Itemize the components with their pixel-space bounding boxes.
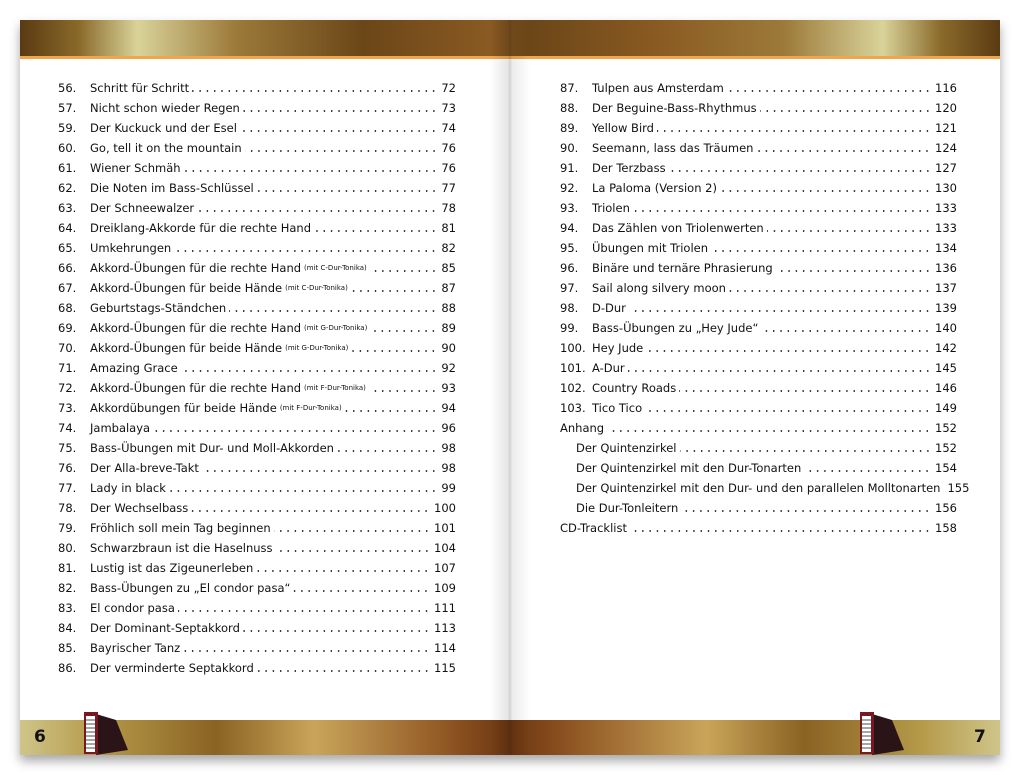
- entry-title: Der Quintenzirkel mit den Dur- und den parallelen Molltonarten: [576, 481, 941, 495]
- toc-entry: [560, 398, 957, 418]
- toc-entry: [58, 518, 456, 538]
- entry-number: 74.: [58, 421, 77, 435]
- dot-leader: [669, 170, 931, 172]
- entry-page: 152: [935, 441, 957, 455]
- entry-title: Bayrischer Tanz: [90, 641, 181, 655]
- book-spread: [20, 20, 1000, 755]
- entry-page: 90: [441, 341, 456, 355]
- entry-title: Akkord-Übungen für die rechte Hand: [90, 261, 302, 275]
- dot-leader: [181, 370, 438, 372]
- page-number-right: 7: [974, 727, 986, 747]
- dot-leader: [711, 250, 931, 252]
- toc-entry: [560, 478, 970, 498]
- entry-title: Übungen mit Triolen: [592, 241, 709, 255]
- entry-number: 67.: [58, 281, 77, 295]
- entry-page: 140: [935, 321, 957, 335]
- entry-page: 87: [441, 281, 456, 295]
- entry-number: 80.: [58, 541, 77, 555]
- entry-page: 74: [441, 121, 456, 135]
- entry-number: 84.: [58, 621, 77, 635]
- entry-number: 92.: [560, 181, 579, 195]
- dot-leader: [184, 170, 438, 172]
- toc-right: [560, 78, 970, 538]
- dot-leader: [607, 430, 931, 432]
- entry-title: Lady in black: [90, 481, 166, 495]
- entry-title: CD-Tracklist: [560, 521, 627, 535]
- entry-number: 76.: [58, 461, 77, 475]
- entry-number: 62.: [58, 181, 77, 195]
- entry-title: Der Alla-breve-Takt: [90, 461, 199, 475]
- entry-title: Der Wechselbass: [90, 501, 189, 515]
- entry-page: 137: [935, 281, 957, 295]
- entry-page: 115: [434, 661, 456, 675]
- toc-entry: [560, 198, 957, 218]
- toc-entry: [560, 378, 957, 398]
- dot-leader: [760, 110, 931, 112]
- dot-leader: [174, 250, 437, 252]
- entry-page: 76: [441, 161, 456, 175]
- entry-number: 60.: [58, 141, 77, 155]
- entry-page: 78: [441, 201, 456, 215]
- entry-page: 76: [441, 141, 456, 155]
- dot-leader: [679, 390, 931, 392]
- entry-number: 63.: [58, 201, 77, 215]
- toc-entry: [560, 458, 957, 478]
- entry-title: Tulpen aus Amsterdam: [592, 81, 724, 95]
- dot-leader: [202, 470, 437, 472]
- entry-number: 61.: [58, 161, 77, 175]
- dot-leader: [629, 310, 931, 312]
- dot-leader: [681, 510, 931, 512]
- entry-page: 96: [441, 421, 456, 435]
- entry-title: Akkord-Übungen für die rechte Hand: [90, 381, 302, 395]
- entry-page: 155: [947, 481, 970, 495]
- entry-title: Dreiklang-Akkorde für die rechte Hand: [90, 221, 311, 235]
- entry-title: Die Dur-Tonleitern: [576, 501, 679, 515]
- toc-entry: [58, 118, 456, 138]
- entry-number: 59.: [58, 121, 77, 135]
- toc-entry: [58, 398, 456, 418]
- entry-title: Umkehrungen: [90, 241, 172, 255]
- entry-page: 136: [935, 261, 957, 275]
- toc-entry: [58, 538, 456, 558]
- entry-page: 127: [935, 161, 957, 175]
- toc-entry: [560, 438, 957, 458]
- toc-entry: [58, 138, 456, 158]
- dot-leader: [178, 610, 430, 612]
- dot-leader: [680, 450, 932, 452]
- entry-page: 107: [434, 561, 456, 575]
- entry-title: Der Schneewalzer: [90, 201, 195, 215]
- entry-page: 149: [935, 401, 957, 415]
- entry-page: 158: [935, 521, 957, 535]
- entry-number: 101.: [560, 361, 586, 375]
- entry-number: 88.: [560, 101, 579, 115]
- entry-title: La Paloma (Version 2): [592, 181, 717, 195]
- entry-page: 100: [434, 501, 456, 515]
- entry-page: 73: [441, 101, 456, 115]
- entry-title: A-Dur: [592, 361, 625, 375]
- entry-note: (mit C-Dur-Tonika): [285, 284, 348, 292]
- dot-leader: [169, 490, 437, 492]
- dot-leader: [657, 130, 931, 132]
- dot-leader: [351, 350, 437, 352]
- toc-entry: [58, 378, 456, 398]
- entry-title: Nicht schon wieder Regen: [90, 101, 240, 115]
- entry-page: 152: [935, 421, 957, 435]
- toc-entry: [58, 258, 456, 278]
- entry-page: 130: [935, 181, 957, 195]
- dot-leader: [192, 90, 437, 92]
- entry-number: 83.: [58, 601, 77, 615]
- toc-entry: [560, 518, 957, 538]
- entry-title: Der Beguine-Bass-Rhythmus: [592, 101, 757, 115]
- dot-leader: [314, 230, 437, 232]
- entry-number: 86.: [58, 661, 77, 675]
- dot-leader: [351, 290, 438, 292]
- toc-entry: [58, 418, 456, 438]
- entry-title: Der verminderte Septakkord: [90, 661, 254, 675]
- entry-number: 70.: [58, 341, 77, 355]
- entry-title: Wiener Schmäh: [90, 161, 181, 175]
- entry-page: 121: [935, 121, 957, 135]
- toc-entry: [58, 218, 456, 238]
- entry-number: 82.: [58, 581, 77, 595]
- toc-entry: [560, 98, 957, 118]
- entry-note: (mit C-Dur-Tonika): [304, 264, 367, 272]
- toc-entry: [560, 118, 957, 138]
- toc-entry: [560, 138, 957, 158]
- entry-page: 139: [935, 301, 957, 315]
- toc-entry: [58, 358, 456, 378]
- entry-title: Akkord-Übungen für die rechte Hand: [90, 321, 302, 335]
- toc-entry: [58, 578, 456, 598]
- entry-page: 101: [434, 521, 456, 535]
- entry-number: 87.: [560, 81, 579, 95]
- entry-page: 98: [441, 461, 456, 475]
- dot-leader: [633, 210, 931, 212]
- entry-page: 104: [434, 541, 456, 555]
- entry-title: Bass-Übungen zu „Hey Jude“: [592, 321, 759, 335]
- entry-title: Sail along silvery moon: [592, 281, 726, 295]
- toc-entry: [58, 278, 456, 298]
- entry-title: El condor pasa: [90, 601, 175, 615]
- toc-entry: [560, 218, 957, 238]
- entry-number: 73.: [58, 401, 77, 415]
- entry-title: Der Quintenzirkel: [576, 441, 677, 455]
- entry-page: 82: [441, 241, 456, 255]
- entry-title: Country Roads: [592, 381, 677, 395]
- toc-entry: [560, 298, 957, 318]
- dot-leader: [369, 390, 437, 392]
- entry-number: 56.: [58, 81, 77, 95]
- entry-title: Der Quintenzirkel mit den Dur-Tonarten: [576, 461, 802, 475]
- dot-leader: [645, 410, 931, 412]
- entry-number: 85.: [58, 641, 77, 655]
- dot-leader: [776, 270, 931, 272]
- dot-leader: [628, 370, 931, 372]
- entry-page: 111: [434, 601, 456, 615]
- entry-title: Der Dominant-Septakkord: [90, 621, 240, 635]
- dot-leader: [345, 410, 438, 412]
- dot-leader: [630, 530, 931, 532]
- toc-entry: [58, 178, 456, 198]
- entry-number: 69.: [58, 321, 77, 335]
- entry-page: 88: [441, 301, 456, 315]
- entry-number: 78.: [58, 501, 77, 515]
- toc-entry: [560, 78, 957, 98]
- entry-title: Schritt für Schritt: [90, 81, 190, 95]
- dot-leader: [729, 290, 931, 292]
- entry-page: 146: [935, 381, 957, 395]
- entry-page: 133: [935, 221, 957, 235]
- entry-number: 97.: [560, 281, 579, 295]
- dot-leader: [245, 150, 438, 152]
- entry-number: 96.: [560, 261, 579, 275]
- toc-entry: [58, 458, 456, 478]
- toc-entry: [58, 318, 456, 338]
- dot-leader: [257, 190, 438, 192]
- entry-title: Jambalaya: [90, 421, 151, 435]
- entry-note: (mit F-Dur-Tonika): [279, 404, 342, 412]
- dot-leader: [720, 190, 931, 192]
- page-number-left: 6: [34, 727, 46, 747]
- entry-number: 68.: [58, 301, 77, 315]
- entry-title: Das Zählen von Triolenwerten: [592, 221, 764, 235]
- toc-entry: [58, 438, 456, 458]
- dot-leader: [756, 150, 931, 152]
- entry-title: Fröhlich soll mein Tag beginnen: [90, 521, 271, 535]
- dot-leader: [767, 230, 931, 232]
- entry-note: (mit G-Dur-Tonika): [285, 344, 349, 352]
- dot-leader: [256, 570, 430, 572]
- dot-leader: [257, 670, 430, 672]
- entry-title: Amazing Grace: [90, 361, 178, 375]
- dot-leader: [646, 350, 931, 352]
- entry-number: 77.: [58, 481, 77, 495]
- book-gutter: [490, 20, 530, 755]
- entry-title: Schwarzbraun ist die Haselnuss: [90, 541, 273, 555]
- entry-number: 79.: [58, 521, 77, 535]
- entry-page: 72: [441, 81, 456, 95]
- toc-entry: [58, 338, 456, 358]
- toc-entry: [560, 418, 957, 438]
- toc-entry: [58, 78, 456, 98]
- entry-page: 156: [935, 501, 957, 515]
- dot-leader: [191, 510, 430, 512]
- entry-title: Bass-Übungen mit Dur- und Moll-Akkorden: [90, 441, 334, 455]
- dot-leader: [197, 210, 437, 212]
- entry-number: 64.: [58, 221, 77, 235]
- entry-page: 99: [441, 481, 456, 495]
- entry-number: 90.: [560, 141, 579, 155]
- dot-leader: [243, 110, 438, 112]
- dot-leader: [229, 310, 437, 312]
- entry-note: (mit G-Dur-Tonika): [304, 324, 368, 332]
- toc-entry: [58, 238, 456, 258]
- entry-number: 71.: [58, 361, 77, 375]
- entry-title: Der Terzbass: [592, 161, 666, 175]
- entry-title: Go, tell it on the mountain: [90, 141, 242, 155]
- entry-title: Bass-Übungen zu „El condor pasa“: [90, 581, 291, 595]
- entry-page: 85: [441, 261, 456, 275]
- entry-title: Triolen: [592, 201, 630, 215]
- entry-title: Hey Jude: [592, 341, 644, 355]
- entry-note: (mit F-Dur-Tonika): [304, 384, 366, 392]
- dot-leader: [153, 430, 437, 432]
- accordion-icon: [858, 710, 906, 755]
- entry-page: 92: [441, 361, 456, 375]
- dot-leader: [761, 330, 931, 332]
- entry-page: 134: [935, 241, 957, 255]
- toc-entry: [58, 598, 456, 618]
- entry-page: 142: [935, 341, 957, 355]
- toc-entry: [560, 358, 957, 378]
- dot-leader: [243, 630, 430, 632]
- entry-number: 98.: [560, 301, 579, 315]
- entry-number: 102.: [560, 381, 586, 395]
- entry-number: 91.: [560, 161, 579, 175]
- entry-page: 98: [441, 441, 456, 455]
- entry-title: Der Kuckuck und der Esel: [90, 121, 237, 135]
- entry-title: Akkord-Übungen für beide Hände: [90, 341, 283, 355]
- toc-entry: [58, 558, 456, 578]
- toc-entry: [560, 158, 957, 178]
- toc-entry: [58, 98, 456, 118]
- toc-entry: [560, 278, 957, 298]
- entry-page: 77: [441, 181, 456, 195]
- entry-number: 99.: [560, 321, 579, 335]
- toc-entry: [58, 498, 456, 518]
- dot-leader: [274, 530, 430, 532]
- dot-leader: [727, 90, 931, 92]
- entry-page: 81: [441, 221, 456, 235]
- toc-entry: [560, 258, 957, 278]
- entry-page: 124: [935, 141, 957, 155]
- dot-leader: [804, 470, 931, 472]
- toc-entry: [560, 498, 957, 518]
- accordion-icon: [82, 710, 130, 755]
- entry-number: 89.: [560, 121, 579, 135]
- entry-page: 154: [935, 461, 957, 475]
- entry-number: 94.: [560, 221, 579, 235]
- entry-page: 145: [935, 361, 957, 375]
- toc-entry: [560, 238, 957, 258]
- toc-entry: [58, 158, 456, 178]
- toc-entry: [58, 298, 456, 318]
- toc-entry: [58, 198, 456, 218]
- entry-number: 65.: [58, 241, 77, 255]
- entry-title: Yellow Bird: [592, 121, 654, 135]
- entry-title: D-Dur: [592, 301, 626, 315]
- toc-entry: [560, 318, 957, 338]
- entry-title: Binäre und ternäre Phrasierung: [592, 261, 773, 275]
- dot-leader: [276, 550, 431, 552]
- dot-leader: [370, 270, 438, 272]
- entry-number: 66.: [58, 261, 77, 275]
- entry-number: 93.: [560, 201, 579, 215]
- entry-title: Geburtstags-Ständchen: [90, 301, 227, 315]
- entry-number: 81.: [58, 561, 77, 575]
- entry-title: Seemann, lass das Träumen: [592, 141, 754, 155]
- entry-page: 120: [935, 101, 957, 115]
- entry-page: 94: [441, 401, 456, 415]
- entry-number: 57.: [58, 101, 77, 115]
- toc-entry: [58, 638, 456, 658]
- entry-page: 89: [441, 321, 456, 335]
- entry-title: Die Noten im Bass-Schlüssel: [90, 181, 254, 195]
- entry-page: 109: [434, 581, 456, 595]
- dot-leader: [293, 590, 430, 592]
- dot-leader: [183, 650, 430, 652]
- entry-title: Anhang: [560, 421, 605, 435]
- entry-number: 75.: [58, 441, 77, 455]
- toc-entry: [560, 178, 957, 198]
- entry-number: 100.: [560, 341, 586, 355]
- toc-left: [58, 78, 456, 678]
- entry-page: 114: [434, 641, 456, 655]
- toc-entry: [58, 658, 456, 678]
- dot-leader: [337, 450, 437, 452]
- toc-entry: [560, 338, 957, 358]
- toc-entry: [58, 618, 456, 638]
- entry-page: 133: [935, 201, 957, 215]
- entry-number: 72.: [58, 381, 77, 395]
- toc-entry: [58, 478, 456, 498]
- entry-title: Akkord-Übungen für beide Hände: [90, 281, 283, 295]
- entry-page: 93: [441, 381, 456, 395]
- entry-page: 113: [434, 621, 456, 635]
- entry-number: 95.: [560, 241, 579, 255]
- dot-leader: [240, 130, 437, 132]
- dot-leader: [370, 330, 437, 332]
- entry-title: Akkordübungen für beide Hände: [90, 401, 277, 415]
- entry-page: 116: [935, 81, 957, 95]
- entry-title: Lustig ist das Zigeunerleben: [90, 561, 254, 575]
- entry-number: 103.: [560, 401, 586, 415]
- entry-title: Tico Tico: [592, 401, 643, 415]
